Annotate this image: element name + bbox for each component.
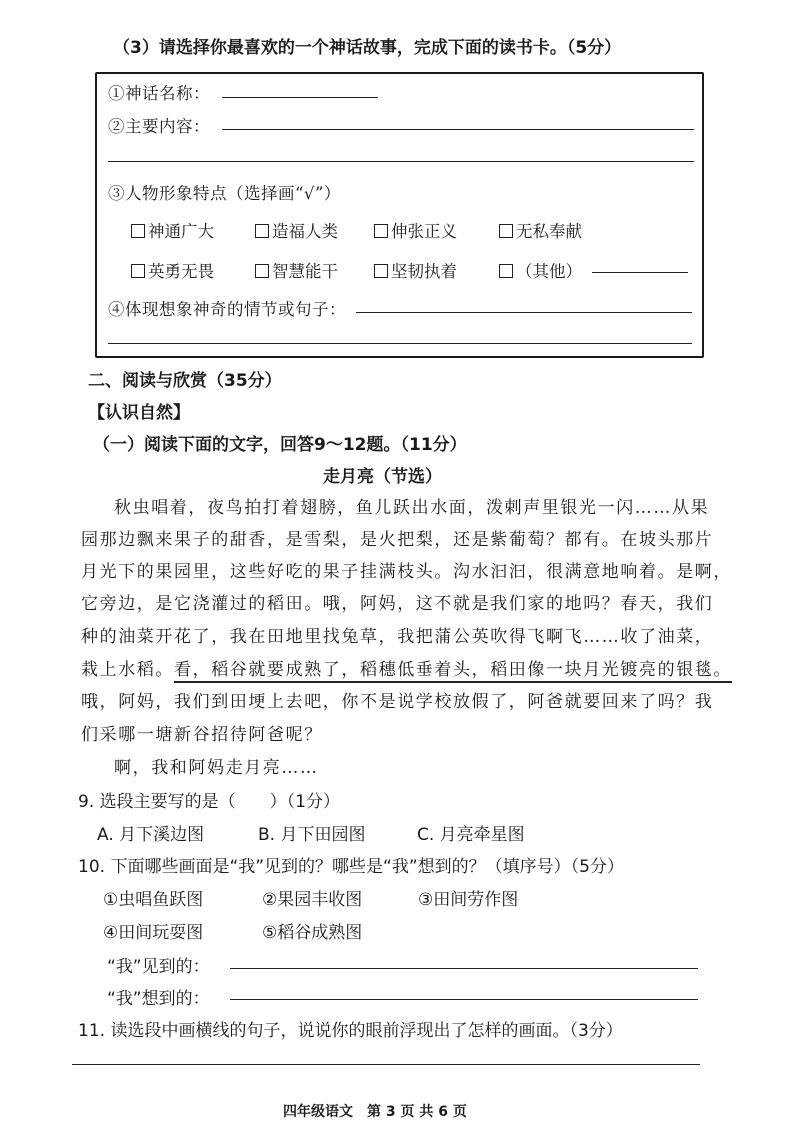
main-content-answer-line-2[interactable]: [108, 161, 694, 162]
trait-option-other[interactable]: （其他）: [499, 258, 582, 282]
myth-name-answer-line[interactable]: [222, 97, 378, 98]
reading-1-title: （一）阅读下面的文字，回答9～12题。（11分）: [93, 435, 467, 455]
q10-item: ⑤稻谷成熟图: [262, 923, 363, 943]
checkbox-icon[interactable]: [255, 264, 269, 278]
q11-stem: 11. 读选段中画横线的句子，说说你的眼前浮现出了怎样的画面。（3分）: [78, 1021, 623, 1041]
trait-option[interactable]: 伸张正义: [374, 218, 457, 242]
passage-line: 园那边飘来果子的甜香，是雪梨，是火把梨，还是紫葡萄？都有。在坡头那片: [81, 530, 714, 550]
passage-line: 们采哪一塘新谷招待阿爸呢？: [81, 725, 323, 745]
subsection-title: 【认识自然】: [88, 403, 190, 423]
checkbox-icon[interactable]: [131, 264, 145, 278]
q9-option-c[interactable]: C. 月亮牵星图: [417, 825, 525, 845]
q10-item: ①虫唱鱼跃图: [103, 890, 204, 910]
trait-option[interactable]: 神通广大: [131, 218, 214, 242]
passage-line: 月光下的果园里，这些好吃的果子挂满枝头。沟水汩汩，很满意地响着。是啊，: [81, 562, 732, 582]
checkbox-icon[interactable]: [499, 224, 513, 238]
passage-line: 栽上水稻。看，稻谷就要成熟了，稻穗低垂着头，稻田像一块月光镀亮的银毯。: [81, 655, 732, 680]
checkbox-icon[interactable]: [255, 224, 269, 238]
q9-option-b[interactable]: B. 月下田园图: [258, 825, 366, 845]
passage-line: 哦，阿妈，我们到田埂上去吧，你不是说学校放假了，阿爸就要回来了吗？我: [81, 692, 714, 712]
card-character-traits-label: ③人物形象特点（选择画“√”）: [108, 184, 341, 203]
q10-thought-label: “我”想到的：: [107, 989, 210, 1009]
card-main-content-label: ②主要内容：: [108, 117, 210, 136]
q10-thought-answer-line[interactable]: [230, 999, 698, 1000]
trait-option[interactable]: 英勇无畏: [131, 258, 214, 282]
q9-stem: 9. 选段主要写的是（ ）（1分）: [78, 792, 340, 812]
checkbox-icon[interactable]: [374, 224, 388, 238]
q10-item: ②果园丰收图: [262, 890, 363, 910]
q10-item: ③田间劳作图: [418, 890, 519, 910]
page-footer: 四年级语文 第 3 页 共 6 页: [283, 1104, 467, 1120]
imaginative-plot-answer-line-2[interactable]: [108, 343, 692, 344]
passage-line: 秋虫唱着，夜鸟拍打着翅膀，鱼儿跃出水面，泼剌声里银光一闪……从果: [114, 498, 710, 518]
card-myth-name-label: ①神话名称：: [108, 84, 210, 103]
checkbox-icon[interactable]: [374, 264, 388, 278]
q10-stem: 10. 下面哪些画面是“我”见到的？哪些是“我”想到的？（填序号）（5分）: [78, 857, 624, 877]
q10-seen-label: “我”见到的：: [107, 957, 210, 977]
section-2-title: 二、阅读与欣赏（35分）: [88, 371, 282, 391]
imaginative-plot-answer-line[interactable]: [356, 312, 692, 313]
passage-line: 种的油菜开花了，我在田地里找兔草，我把蒲公英吹得飞啊飞……收了油菜，: [81, 627, 714, 647]
q10-seen-answer-line[interactable]: [230, 968, 698, 969]
underlined-sentence: 看，稻谷就要成熟了，稻穗低垂着头，稻田像一块月光镀亮的银毯。: [174, 660, 732, 683]
passage-title: 走月亮（节选）: [323, 467, 442, 487]
q3-title: （3）请选择你最喜欢的一个神话故事，完成下面的读书卡。（5分）: [113, 38, 622, 58]
checkbox-icon[interactable]: [131, 224, 145, 238]
checkbox-icon[interactable]: [499, 264, 513, 278]
q10-item: ④田间玩耍图: [103, 923, 204, 943]
trait-option[interactable]: 坚韧执着: [374, 258, 457, 282]
card-imaginative-plot-label: ④体现想象神奇的情节或句子：: [108, 300, 346, 319]
passage-line: 它旁边，是它浇灌过的稻田。哦，阿妈，这不就是我们家的地吗？春天，我们: [81, 594, 714, 614]
trait-option[interactable]: 造福人类: [255, 218, 338, 242]
main-content-answer-line[interactable]: [222, 129, 694, 130]
trait-option[interactable]: 无私奉献: [499, 218, 582, 242]
passage-line: 啊，我和阿妈走月亮……: [114, 758, 319, 778]
trait-option[interactable]: 智慧能干: [255, 258, 338, 282]
q9-option-a[interactable]: A. 月下溪边图: [97, 825, 205, 845]
q11-answer-line[interactable]: [72, 1064, 700, 1065]
other-trait-answer-line[interactable]: [592, 272, 688, 273]
